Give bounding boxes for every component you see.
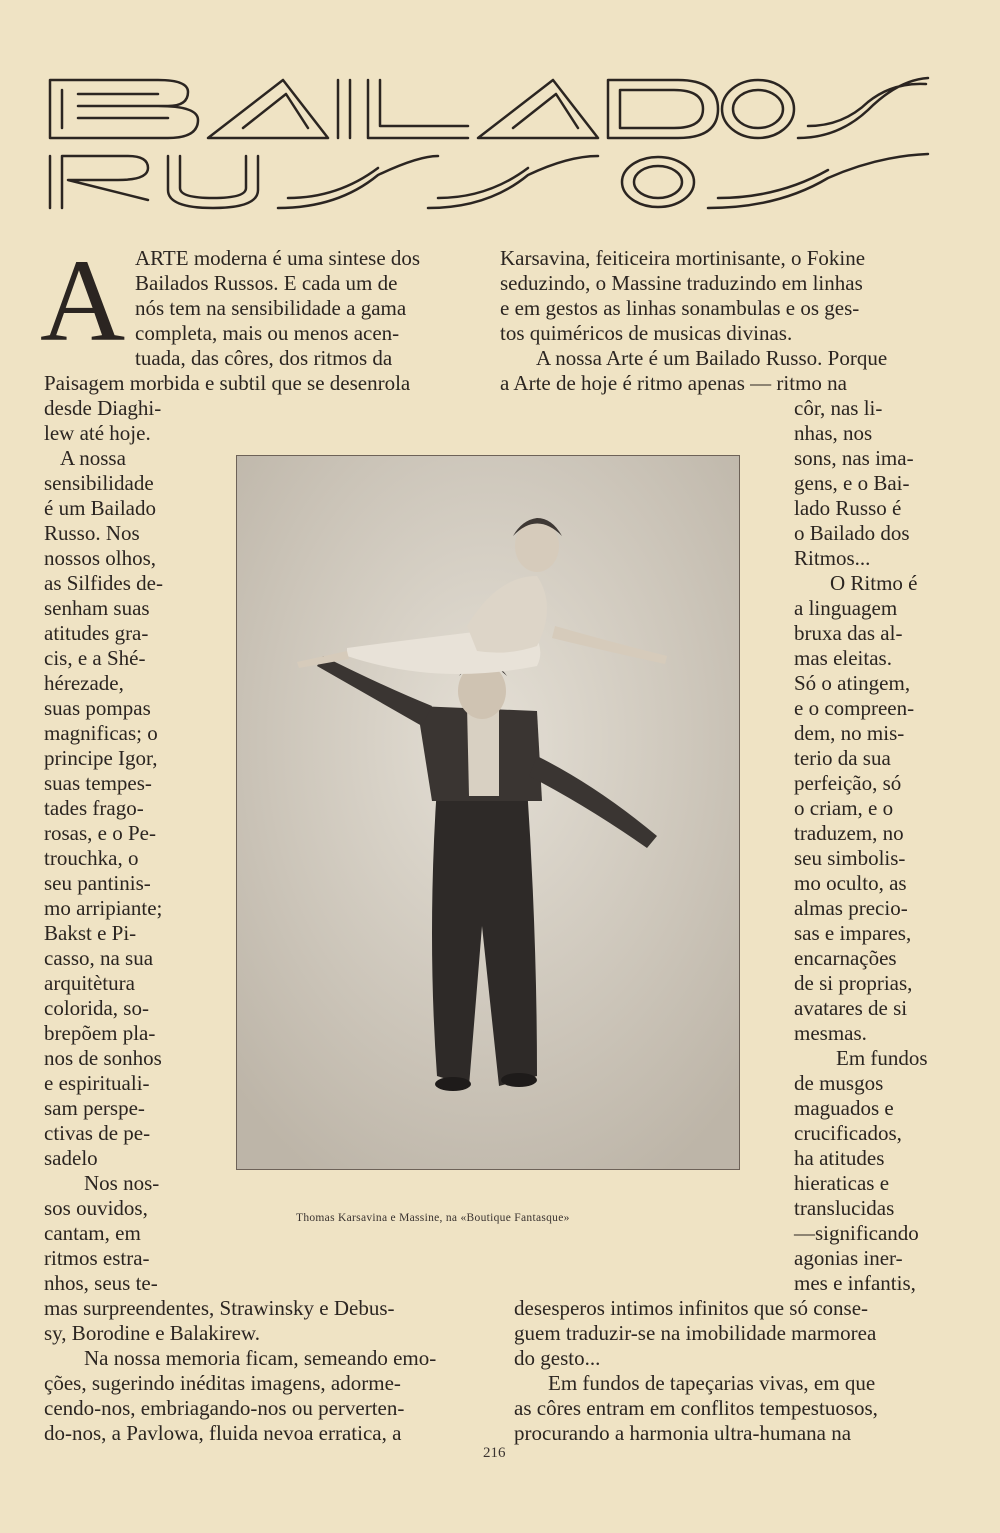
right-line: de musgos — [794, 1071, 884, 1095]
title-lettering — [38, 70, 938, 210]
left-line: rosas, e o Pe- — [44, 821, 156, 845]
right-line: gens, e o Bai- — [794, 471, 910, 495]
right-line: do gesto... — [514, 1346, 601, 1370]
right-line: a Arte de hoje é ritmo apenas — ritmo na — [500, 371, 847, 395]
right-line: Só o atingem, — [794, 671, 911, 695]
right-line: encarnações — [794, 946, 897, 970]
right-line: seu simbolis- — [794, 846, 906, 870]
right-line: lado Russo é — [794, 496, 902, 520]
left-line: sensibilidade — [44, 471, 154, 495]
left-line: as Silfides de- — [44, 571, 163, 595]
page-number: 216 — [483, 1445, 506, 1461]
right-line: A nossa Arte é um Bailado Russo. Porque — [536, 346, 888, 370]
left-line: principe Igor, — [44, 746, 158, 770]
right-line: Ritmos... — [794, 546, 871, 570]
left-line: Russo. Nos — [44, 521, 140, 545]
left-line: hérezade, — [44, 671, 124, 695]
right-line: a linguagem — [794, 596, 898, 620]
left-line: nos de sonhos — [44, 1046, 162, 1070]
right-line: desesperos intimos infinitos que só conse- — [514, 1296, 869, 1320]
left-line: A nossa — [60, 446, 126, 470]
right-line: crucificados, — [794, 1121, 902, 1145]
left-line: ctivas de pe- — [44, 1121, 151, 1145]
right-line: Em fundos de tapeçarias vivas, em que — [548, 1371, 876, 1395]
right-line: translucidas — [794, 1196, 895, 1220]
right-line: O Ritmo é — [830, 571, 918, 595]
left-line: ARTE moderna é uma sintese dos — [135, 246, 421, 270]
right-line: bruxa das al- — [794, 621, 903, 645]
left-line: desde Diaghi- — [44, 396, 162, 420]
right-line: almas precio- — [794, 896, 908, 920]
drop-cap: A — [40, 235, 126, 366]
right-line: o criam, e o — [794, 796, 894, 820]
left-line: mas surpreendentes, Strawinsky e Debus- — [44, 1296, 395, 1320]
right-line: sons, nas ima- — [794, 446, 914, 470]
photo-caption: Thomas Karsavina e Massine, na «Boutique Fantasque» — [296, 1212, 570, 1224]
left-line: suas pompas — [44, 696, 151, 720]
left-line: magnificas; o — [44, 721, 158, 745]
right-line: Em fundos — [836, 1046, 928, 1070]
right-line: procurando a harmonia ultra-humana na — [514, 1421, 852, 1445]
left-line: senham suas — [44, 596, 150, 620]
left-line: tades frago- — [44, 796, 144, 820]
left-line: tuada, das côres, dos ritmos da — [135, 346, 393, 370]
left-line: sos ouvidos, — [44, 1196, 148, 1220]
left-line: cantam, em — [44, 1221, 141, 1245]
left-line: e espirituali- — [44, 1071, 150, 1095]
left-line: Bakst e Pi- — [44, 921, 137, 945]
right-line: —significando — [794, 1221, 919, 1245]
right-line: as côres entram em conflitos tempestuosos, — [514, 1396, 878, 1420]
left-line: Na nossa memoria ficam, semeando emo- — [84, 1346, 437, 1370]
left-line: é um Bailado — [44, 496, 156, 520]
right-line: seduzindo, o Massine traduzindo em linhas — [500, 271, 863, 295]
right-line: avatares de si — [794, 996, 908, 1020]
right-line: mo oculto, as — [794, 871, 907, 895]
right-line: e o compreen- — [794, 696, 915, 720]
right-line: o Bailado dos — [794, 521, 910, 545]
left-line: colorida, so- — [44, 996, 149, 1020]
left-line: cendo-nos, embriagando-nos ou perverten- — [44, 1396, 405, 1420]
left-line: cis, e a Shé- — [44, 646, 146, 670]
left-line: sadelo — [44, 1146, 98, 1170]
left-line: completa, mais ou menos acen- — [135, 321, 400, 345]
right-line: tos quiméricos de musicas divinas. — [500, 321, 793, 345]
right-line: guem traduzir-se na imobilidade marmorea — [514, 1321, 877, 1345]
right-line: mes e infantis, — [794, 1271, 916, 1295]
right-line: traduzem, no — [794, 821, 904, 845]
left-line: lew até hoje. — [44, 421, 151, 445]
left-line: ritmos estra- — [44, 1246, 150, 1270]
right-line: perfeição, só — [794, 771, 902, 795]
left-line: suas tempes- — [44, 771, 152, 795]
right-line: terio da sua — [794, 746, 891, 770]
right-line: Karsavina, feiticeira mortinisante, o Fokine — [500, 246, 866, 270]
left-line: mo arripiante; — [44, 896, 163, 920]
right-line: sas e impares, — [794, 921, 912, 945]
left-line: Nos nos- — [84, 1171, 160, 1195]
left-line: seu pantinis- — [44, 871, 151, 895]
left-line: trouchka, o — [44, 846, 139, 870]
left-line: sy, Borodine e Balakirew. — [44, 1321, 260, 1345]
right-line: maguados e — [794, 1096, 894, 1120]
left-line: brepõem pla- — [44, 1021, 156, 1045]
left-line: atitudes gra- — [44, 621, 149, 645]
right-line: hieraticas e — [794, 1171, 890, 1195]
left-line: sam perspe- — [44, 1096, 145, 1120]
dancers-photograph — [236, 455, 740, 1170]
right-line: e em gestos as linhas sonambulas e os ges- — [500, 296, 860, 320]
right-line: dem, no mis- — [794, 721, 905, 745]
left-line: do-nos, a Pavlowa, fluida nevoa erratica, a — [44, 1421, 402, 1445]
left-line: casso, na sua — [44, 946, 154, 970]
left-line: nossos olhos, — [44, 546, 157, 570]
left-line: Paisagem morbida e subtil que se desenrola — [44, 371, 411, 395]
right-line: nhas, nos — [794, 421, 873, 445]
right-line: mesmas. — [794, 1021, 867, 1045]
left-line: arquitètura — [44, 971, 135, 995]
right-line: agonias iner- — [794, 1246, 903, 1270]
left-line: Bailados Russos. E cada um de — [135, 271, 398, 295]
right-line: ha atitudes — [794, 1146, 885, 1170]
left-line: ções, sugerindo inéditas imagens, adorme- — [44, 1371, 401, 1395]
right-line: côr, nas li- — [794, 396, 883, 420]
left-line: nhos, seus te- — [44, 1271, 158, 1295]
left-line: nós tem na sensibilidade a gama — [135, 296, 407, 320]
right-line: de si proprias, — [794, 971, 913, 995]
right-line: mas eleitas. — [794, 646, 892, 670]
